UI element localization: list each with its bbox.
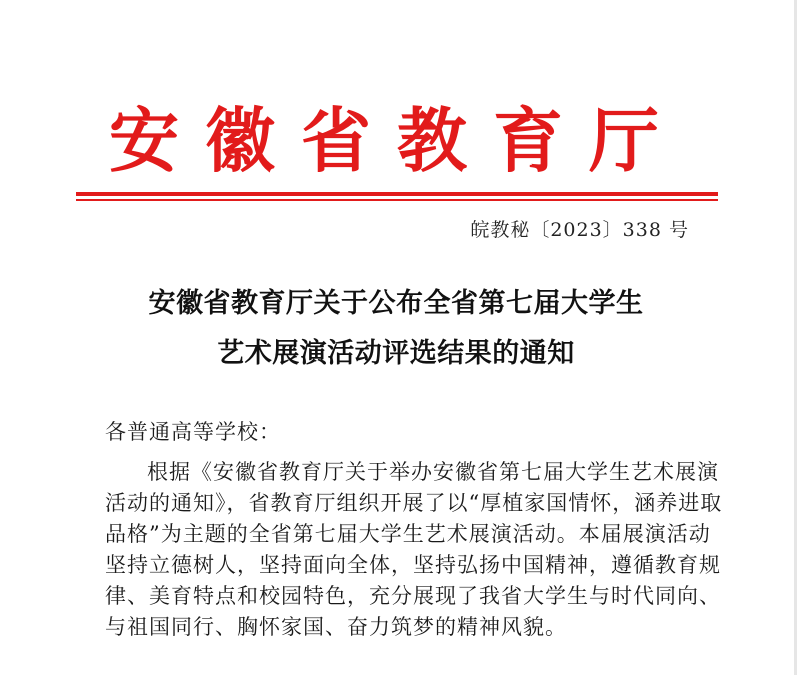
masthead-rule-thin	[76, 199, 718, 201]
masthead-title: 安徽省教育厅	[109, 99, 685, 182]
body-line-2: 活动的通知》，省教育厅组织开展了以“厚植家国情怀，涵养进取	[105, 491, 723, 515]
body-line-6: 与祖国同行、胸怀家国、奋力筑梦的精神风貌。	[105, 615, 567, 639]
body-line-4: 坚持立德树人，坚持面向全体，坚持弘扬中国精神，遵循教育规	[105, 553, 721, 577]
masthead-rule-thick	[76, 192, 718, 196]
salutation: 各普通高等学校：	[105, 420, 281, 444]
document-title-line-1: 安徽省教育厅关于公布全省第七届大学生	[148, 288, 644, 319]
document-number: 皖教秘〔2023〕338 号	[470, 219, 689, 241]
document-title-line-2: 艺术展演活动评选结果的通知	[217, 338, 575, 369]
body-line-3: 品格”为主题的全省第七届大学生艺术展演活动。本届展演活动	[105, 522, 711, 546]
body-line-1: 根据《安徽省教育厅关于举办安徽省第七届大学生艺术展演	[147, 460, 719, 484]
body-line-5: 律、美育特点和校园特色，充分展现了我省大学生与时代同向、	[105, 584, 721, 608]
